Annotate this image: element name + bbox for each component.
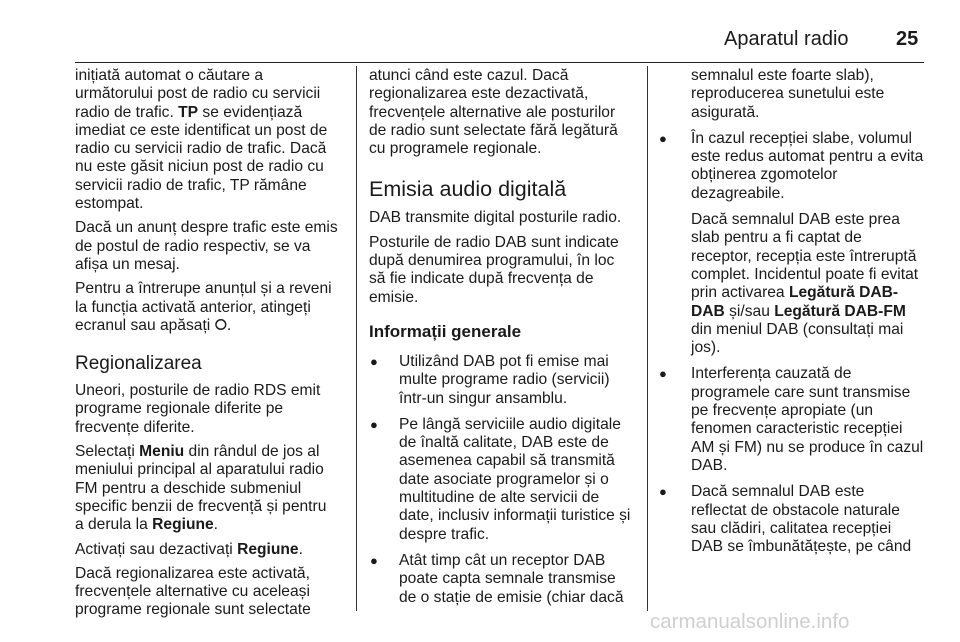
list-item: ● Interferența cauzată de programele care sunt transmise pe frecvențe apropiate (un fenomen caracteristic recepției AM și FM) nu se produce în cazul DAB.	[658, 365, 928, 475]
column-divider-2	[647, 66, 648, 611]
column-divider-1	[356, 66, 357, 611]
paragraph-dab-linking: Dacă semnalul DAB este prea slab pentru a fi captat de receptor, recepția este întreruptă complet. Incidentul poate fi evitat prin activarea Legătură DAB- DAB și/sau Legătură DAB-FM din meniul DAB (consultați mai jos).	[691, 211, 919, 357]
page-number: 25	[896, 28, 919, 50]
dab-bullet-list-continued	[658, 130, 928, 203]
paragraph-interrupt-announcement: Pentru a întrerupe anunțul și a reveni la funcția activată anterior, atingeți ecranul sau apăsați ⭘.	[75, 280, 332, 334]
column-2	[369, 67, 635, 615]
list-item: ● Utilizând DAB pot fi emise mai multe programe radio (servicii) într-un singur ansamblu.	[369, 353, 635, 408]
list-item: ● Pe lângă serviciile audio digitale de înaltă calitate, DAB este de asemenea capabil să transmită date asociate programelor și o multitudine de alte servicii de date, inclusiv informații turistice și despre trafic.	[369, 416, 635, 544]
heading-regionalization: Regionalizarea	[75, 353, 202, 375]
column-3	[658, 67, 928, 564]
watermark: carmanualsonline.info	[650, 610, 850, 633]
paragraph-region-inactive: atunci când este cazul. Dacă regionalizarea este dezactivată, frecvențele alternative ale posturilor de radio sunt selectate fără legătură cu programele regionale.	[369, 67, 618, 158]
chapter-title: Aparatul radio	[724, 28, 849, 50]
paragraph-region-active: Dacă regionalizarea este activată, frecvențele alternative cu aceleași programe regionale sunt selectate	[75, 564, 311, 619]
paragraph-toggle-region: Activați sau dezactivați Regiune.	[75, 540, 303, 558]
paragraph-traffic-announcement: Dacă un anunț despre trafic este emis de postul de radio respectiv, se va afișa un mesaj.	[75, 219, 338, 273]
header-rule	[75, 62, 924, 63]
dab-bullet-list-more	[658, 365, 928, 556]
list-item: ● În cazul recepției slabe, volumul este redus automat pentru a evita obținerea zgomotelor dezagreabile.	[658, 130, 928, 203]
paragraph-tp-search: inițiată automat o căutare a următorului post de radio cu servicii radio de trafic. TP se evidențiază imediat ce este identificat un post de radio cu servicii radio de trafic. Dacă nu este găsit niciun post de radio cu servicii radio de trafic, TP rămâne estompat.	[75, 67, 328, 213]
paragraph-dab-names: Posturile de radio DAB sunt indicate după denumirea programului, în loc să fie indicate după frecvența de emisie.	[369, 233, 619, 306]
list-item: ● Atât timp cât un receptor DAB poate capta semnale transmise de o stație de emisie (chiar dacă	[369, 552, 635, 607]
paragraph-select-menu: Selectați Meniu din rândul de jos al meniului principal al aparatului radio FM pentru a deschide submeniul specific benzii de frecvență și pentru a derula la Regiune.	[75, 443, 327, 534]
bullet-continuation: semnalul este foarte slab), reproducerea sunetului este asigurată.	[691, 67, 885, 121]
column-1	[75, 67, 347, 626]
paragraph-regional-programs: Uneori, posturile de radio RDS emit programe regionale diferite pe frecvențe diferite.	[75, 382, 321, 436]
page-header	[0, 18, 960, 58]
dab-bullet-list	[369, 353, 635, 607]
heading-digital-audio: Emisia audio digitală	[369, 177, 567, 202]
heading-general-info: Informații generale	[369, 321, 522, 341]
paragraph-dab-intro: DAB transmite digital posturile radio.	[369, 209, 622, 227]
list-item: ● Dacă semnalul DAB este reflectat de obstacole naturale sau clădiri, calitatea recepției DAB se îmbunătățește, pe când	[658, 483, 928, 556]
